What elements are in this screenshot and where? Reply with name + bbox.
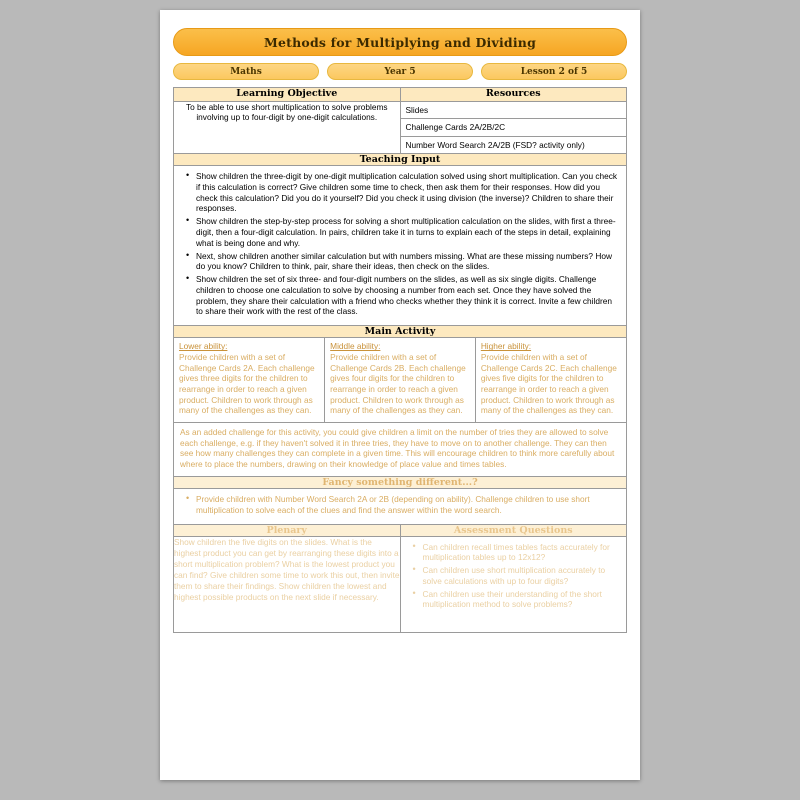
- section-title-fancy-something-different: Fancy something different...?: [174, 477, 627, 489]
- meta-year-label: Year 5: [384, 66, 416, 77]
- ability-heading: Higher ability:: [480, 341, 532, 352]
- meta-pill-year: [327, 63, 473, 80]
- main-activity-note-cell: [174, 422, 627, 476]
- ability-body: Provide children with a set of Challenge Cards 2B. Each challenge gives four digits for the children to rearrange in order to reach a given product. Children to work through as many of the challenges as they can.: [330, 352, 466, 416]
- list-item: • Show children the three-digit by one-digit multiplication calculation solved using short multiplication. Can you check if this calculation is correct? Give children some time to check, then ask them for their responses. How did you check this calculation? Did you do it yourself? Did you check it using division (the inverse)? Children to share their responses.: [196, 171, 618, 214]
- table-row-fancy-header: [174, 477, 627, 489]
- ability-heading: Middle ability:: [330, 341, 381, 352]
- list-item: Number Word Search 2A/2B (FSD? activity only): [405, 139, 585, 150]
- header-learning-objective: Learning Objective: [174, 88, 401, 102]
- section-title-plenary: Plenary: [174, 524, 401, 536]
- list-item: • Show children the step-by-step process for solving a short multiplication calculation on the slides, with first a three-digit, then a four-digit calculation. In pairs, children take it in turns to explain each of the steps in detail, explaining what is being done and why.: [196, 216, 618, 248]
- table-row-objective-resources: [174, 102, 627, 154]
- main-activity-cell: [174, 338, 627, 423]
- list-item: • Can children recall times tables facts accurately for multiplication tables up to 12x12?: [423, 542, 619, 564]
- page-title: Methods for Multiplying and Dividing: [263, 34, 537, 50]
- fancy-bullets: [174, 489, 626, 524]
- section-title-main-activity: Main Activity: [174, 326, 627, 338]
- list-item: • Next, show children another similar calculation but with numbers missing. What are these missing numbers? How do you know? Children to think, pair, share their ideas, then check on the slides.: [196, 251, 618, 273]
- table-row-teaching-input-header: [174, 154, 627, 166]
- table-row-ability-headings: [174, 338, 626, 422]
- ability-body: Provide children with a set of Challenge Cards 2C. Each challenge gives five digits for the children to rearrange in order to reach a given product. Children to work through as many of the challenges as they can.: [480, 352, 617, 416]
- resources-cell: [400, 102, 627, 154]
- assessment-questions-list: [401, 537, 627, 619]
- list-item: • Can children use short multiplication accurately to solve calculations with up to four digits?: [423, 565, 619, 587]
- table-row-main-activity-note: [174, 422, 627, 476]
- ability-body: Provide children with a set of Challenge Cards 2A. Each challenge gives three digits for the children to rearrange in order to reach a given product. Children to work through as many of the challenges as they can.: [179, 352, 315, 416]
- assessment-questions-cell: [400, 536, 627, 632]
- section-title-assessment-questions: Assessment Questions: [400, 524, 627, 536]
- table-row-plenary-headers: [174, 524, 627, 536]
- list-item: Slides: [401, 102, 627, 119]
- lesson-plan-table: [173, 87, 627, 633]
- table-row-teaching-input-body: [174, 166, 627, 326]
- ability-column-higher: [475, 338, 626, 422]
- ability-column-middle: [325, 338, 476, 422]
- ability-columns-table: [174, 338, 626, 422]
- fancy-cell: [174, 489, 627, 525]
- resources-list: [401, 102, 627, 153]
- learning-objective-text: To be able to use short multiplication to solve problems involving up to four-digit by one-digit calculations.: [174, 102, 401, 154]
- document-title-banner: [173, 28, 627, 56]
- document-page: [160, 10, 640, 780]
- list-item: • Provide children with Number Word Search 2A or 2B (depending on ability). Challenge children to use short multiplication to solve each of the clues and find the answer within the word search.: [196, 494, 618, 516]
- table-row-main-activity-header: [174, 326, 627, 338]
- main-activity-note: As an added challenge for this activity, you could give children a limit on the number of tries they are allowed to solve each challenge, e.g. if they haven't solved it in three tries, they have to move on to another challenge. They can then see how many challenges they can complete in a given time. This will encourage children to think more carefully about where to place the numbers, drawing on their knowledge of place value and times tables.: [180, 426, 615, 470]
- ability-heading: Lower ability:: [179, 341, 228, 352]
- teaching-input-bullets: [174, 166, 626, 325]
- meta-pill-lesson: [481, 63, 627, 80]
- plenary-text: Show children the five digits on the slides. What is the highest product you can get by rearranging these digits into a short multiplication problem? What is the lowest product you can find? Give children some time to work this out, then invite them to share their findings. Show children the lowest and highest possible products on the next slide if necessary.: [174, 536, 401, 632]
- table-row-headers: [174, 88, 627, 102]
- header-resources: Resources: [400, 88, 627, 102]
- teaching-input-cell: [174, 166, 627, 326]
- table-row-plenary-body: [174, 536, 627, 632]
- list-item: • Can children use their understanding of the short multiplication method to solve problems?: [423, 589, 619, 611]
- table-row-main-activity-columns: [174, 338, 627, 423]
- list-item: Challenge Cards 2A/2B/2C: [401, 119, 627, 136]
- section-title-teaching-input: Teaching Input: [174, 154, 627, 166]
- table-row-fancy-body: [174, 489, 627, 525]
- meta-pill-subject: [173, 63, 319, 80]
- meta-pill-row: [173, 63, 627, 80]
- meta-lesson-label: Lesson 2 of 5: [520, 66, 588, 77]
- list-item: • Show children the set of six three- and four-digit numbers on the slides, as well as six single digits. Challenge children to choose one calculation to solve by choosing a number from each set. Once they have solved the problem, they share their calculation with a friend who checks whether they think it is correct. Invite a few children to share their work with the rest of the class.: [196, 274, 618, 317]
- lesson-plan-sheet: [173, 28, 627, 633]
- meta-subject-label: Maths: [230, 66, 262, 77]
- ability-column-lower: [174, 338, 325, 422]
